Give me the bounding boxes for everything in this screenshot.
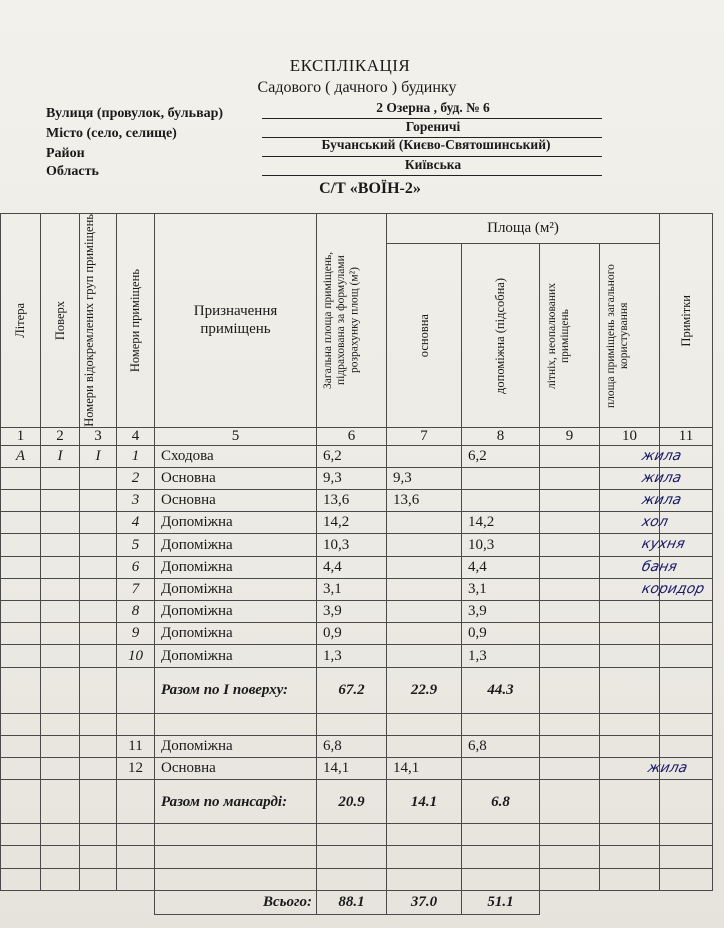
table-row: [1, 467, 713, 489]
note-cell: [640, 467, 713, 489]
total-area-cell: 4,4: [317, 556, 387, 578]
group-cell: [80, 578, 117, 600]
litera-cell: [1, 467, 41, 489]
floor-cell: [41, 490, 80, 512]
col-group-numbers: Номери відокремлених груп приміщень: [82, 214, 96, 427]
col-number: 1: [1, 427, 41, 445]
room-number-cell: 11: [117, 735, 155, 757]
floor-cell: [41, 467, 80, 489]
note-cell: [640, 578, 713, 600]
table-row: [1, 578, 713, 600]
district-value: Бучанський (Києво-Святошинський): [321, 137, 551, 152]
table-row: [1, 757, 713, 779]
note-cell: [660, 645, 713, 667]
floor-cell: [41, 578, 80, 600]
col-litera: Літера: [13, 302, 28, 338]
room-number-cell: 12: [117, 757, 155, 779]
main-area-cell: [387, 556, 462, 578]
room-number-cell: 1: [117, 445, 155, 467]
litera-cell: [1, 512, 41, 534]
room-number-cell: 6: [117, 556, 155, 578]
floor-cell: [41, 623, 80, 645]
summer-cell: [540, 512, 600, 534]
summer-cell: [540, 645, 600, 667]
note-cell: [640, 490, 713, 512]
col-number: 9: [540, 427, 600, 445]
main-area-cell: 9,3: [387, 467, 462, 489]
subtotal1-aux: 44.3: [462, 667, 540, 713]
room-number-cell: 2: [117, 467, 155, 489]
summer-cell: [540, 445, 600, 467]
table-row: [1, 534, 713, 556]
table-row: [1, 556, 713, 578]
handwritten-note: хол: [640, 514, 670, 531]
note-cell: [640, 534, 713, 556]
col-number: 8: [462, 427, 540, 445]
purpose-cell: Допоміжна: [155, 578, 317, 600]
main-area-cell: [387, 534, 462, 556]
summer-cell: [540, 490, 600, 512]
group-cell: [80, 467, 117, 489]
litera-cell: [1, 534, 41, 556]
main-area-cell: [387, 735, 462, 757]
litera-cell: [1, 601, 41, 623]
summer-cell: [540, 534, 600, 556]
common-cell: [600, 735, 660, 757]
room-number-cell: 3: [117, 490, 155, 512]
col-number: 7: [387, 427, 462, 445]
floor-cell: [41, 601, 80, 623]
col-purpose: Призначення приміщень: [193, 302, 278, 338]
main-area-cell: [387, 623, 462, 645]
summer-cell: [540, 578, 600, 600]
table-row: [1, 445, 713, 467]
col-number: 6: [317, 427, 387, 445]
main-area-cell: 14,1: [387, 757, 462, 779]
common-cell: [600, 645, 660, 667]
summer-cell: [540, 467, 600, 489]
room-number-cell: 9: [117, 623, 155, 645]
note-cell: [660, 623, 713, 645]
floor-cell: I: [41, 445, 80, 467]
subtotal2-aux: 6.8: [462, 780, 540, 824]
subtotal1-main: 22.9: [387, 667, 462, 713]
litera-cell: [1, 623, 41, 645]
group-cell: [80, 534, 117, 556]
summer-cell: [540, 757, 600, 779]
table-row: [1, 735, 713, 757]
note-cell: [640, 512, 713, 534]
litera-cell: [1, 735, 41, 757]
room-number-cell: 4: [117, 512, 155, 534]
col-notes: Примітки: [678, 294, 693, 347]
col-number: 10: [600, 427, 660, 445]
total-area-cell: 1,3: [317, 645, 387, 667]
purpose-cell: Основна: [155, 757, 317, 779]
explication-table: [0, 213, 713, 915]
table-row: [1, 601, 713, 623]
note-cell: [640, 445, 713, 467]
handwritten-note: коридор: [640, 580, 706, 597]
group-cell: [80, 512, 117, 534]
group-cell: [80, 556, 117, 578]
group-cell: [80, 735, 117, 757]
table-row: [1, 490, 713, 512]
street-label: Вулиця (провулок, бульвар): [46, 106, 224, 121]
note-cell: [646, 757, 713, 779]
col-number: 3: [80, 427, 117, 445]
col-number: 2: [41, 427, 80, 445]
document-subtitle: Садового ( дачного ) будинку: [257, 79, 457, 96]
total-area-cell: 9,3: [317, 467, 387, 489]
document-title: ЕКСПЛІКАЦІЯ: [289, 56, 411, 75]
col-number: 11: [660, 427, 713, 445]
group-cell: [80, 757, 117, 779]
purpose-cell: Основна: [155, 467, 317, 489]
total-area-cell: 3,1: [317, 578, 387, 600]
floor-cell: [41, 534, 80, 556]
col-summer: літніх, неопалюваних приміщень: [545, 282, 571, 389]
litera-cell: [1, 757, 41, 779]
room-number-cell: 10: [117, 645, 155, 667]
aux-area-cell: [462, 490, 540, 512]
district-label: Район: [46, 146, 85, 161]
grand-total-label: Всього:: [155, 890, 317, 914]
note-cell: [640, 556, 713, 578]
purpose-cell: Основна: [155, 490, 317, 512]
total-area-cell: 6,2: [317, 445, 387, 467]
litera-cell: [1, 490, 41, 512]
floor-cell: [41, 757, 80, 779]
floor-cell: [41, 556, 80, 578]
total-area-cell: 14,2: [317, 512, 387, 534]
aux-area-cell: 1,3: [462, 645, 540, 667]
grand-total: 88.1: [317, 890, 387, 914]
handwritten-note: жила: [640, 447, 683, 464]
floor-cell: [41, 512, 80, 534]
aux-area-cell: [462, 757, 540, 779]
aux-area-cell: 3,1: [462, 578, 540, 600]
floor-cell: [41, 645, 80, 667]
aux-area-cell: 4,4: [462, 556, 540, 578]
purpose-cell: Допоміжна: [155, 556, 317, 578]
total-area-cell: 3,9: [317, 601, 387, 623]
purpose-cell: Сходова: [155, 445, 317, 467]
group-cell: [80, 601, 117, 623]
total-area-cell: 14,1: [317, 757, 387, 779]
common-cell: [600, 623, 660, 645]
group-cell: [80, 623, 117, 645]
summer-cell: [540, 735, 600, 757]
note-cell: [660, 601, 713, 623]
col-room-numbers: Номери приміщень: [128, 268, 143, 372]
table-row: [1, 645, 713, 667]
main-area-cell: [387, 645, 462, 667]
total-area-cell: 13,6: [317, 490, 387, 512]
cooperative-name: С/Т «ВОЇН-2»: [319, 180, 421, 197]
litera-cell: А: [1, 445, 41, 467]
purpose-cell: Допоміжна: [155, 601, 317, 623]
col-common: площа приміщень загального користування: [604, 263, 630, 408]
region-value: Київська: [404, 157, 462, 172]
common-cell: [600, 601, 660, 623]
purpose-cell: Допоміжна: [155, 735, 317, 757]
subtotal2-main: 14.1: [387, 780, 462, 824]
main-area-cell: [387, 578, 462, 600]
handwritten-note: баня: [640, 558, 679, 575]
subtotal1-label: Разом по I поверху:: [155, 667, 317, 713]
main-area-cell: [387, 512, 462, 534]
region-label: Область: [46, 164, 99, 179]
grand-main: 37.0: [387, 890, 462, 914]
total-area-cell: 0,9: [317, 623, 387, 645]
aux-area-cell: 3,9: [462, 601, 540, 623]
col-number: 4: [117, 427, 155, 445]
subtotal2-total: 20.9: [317, 780, 387, 824]
col-total-area: Загальна площа приміщень, підрахована за формулами розрахунку площ (м²): [321, 251, 360, 389]
room-number-cell: 8: [117, 601, 155, 623]
litera-cell: [1, 645, 41, 667]
room-number-cell: 5: [117, 534, 155, 556]
summer-cell: [540, 556, 600, 578]
aux-area-cell: 6,2: [462, 445, 540, 467]
summer-cell: [540, 623, 600, 645]
aux-area-cell: 6,8: [462, 735, 540, 757]
col-floor: Поверх: [52, 300, 67, 340]
purpose-cell: Допоміжна: [155, 534, 317, 556]
table-row: [1, 623, 713, 645]
street-value: 2 Озерна , буд. № 6: [376, 100, 490, 115]
aux-area-cell: 14,2: [462, 512, 540, 534]
grand-aux: 51.1: [462, 890, 540, 914]
subtotal1-total: 67.2: [317, 667, 387, 713]
total-area-cell: 6,8: [317, 735, 387, 757]
purpose-cell: Допоміжна: [155, 623, 317, 645]
aux-area-cell: [462, 467, 540, 489]
litera-cell: [1, 578, 41, 600]
note-cell: [660, 735, 713, 757]
main-area-cell: [387, 601, 462, 623]
aux-area-cell: 10,3: [462, 534, 540, 556]
purpose-cell: Допоміжна: [155, 512, 317, 534]
col-number: 5: [155, 427, 317, 445]
litera-cell: [1, 556, 41, 578]
col-main: основна: [416, 313, 431, 358]
aux-area-cell: 0,9: [462, 623, 540, 645]
room-number-cell: 7: [117, 578, 155, 600]
col-area-group: Площа (м²): [387, 214, 660, 244]
purpose-cell: Допоміжна: [155, 645, 317, 667]
group-cell: [80, 490, 117, 512]
table-row: [1, 512, 713, 534]
group-cell: I: [80, 445, 117, 467]
handwritten-note: кухня: [640, 536, 687, 553]
handwritten-note: жила: [640, 492, 683, 509]
col-auxiliary: допоміжна (підсобна): [493, 277, 508, 394]
summer-cell: [540, 601, 600, 623]
total-area-cell: 10,3: [317, 534, 387, 556]
main-area-cell: 13,6: [387, 490, 462, 512]
handwritten-note: жила: [640, 469, 683, 486]
main-area-cell: [387, 445, 462, 467]
floor-cell: [41, 735, 80, 757]
city-value: Гореничі: [405, 119, 461, 134]
subtotal2-label: Разом по мансарді:: [155, 780, 317, 824]
group-cell: [80, 645, 117, 667]
handwritten-note: жила: [646, 759, 689, 776]
city-label: Місто (село, селище): [46, 126, 177, 141]
